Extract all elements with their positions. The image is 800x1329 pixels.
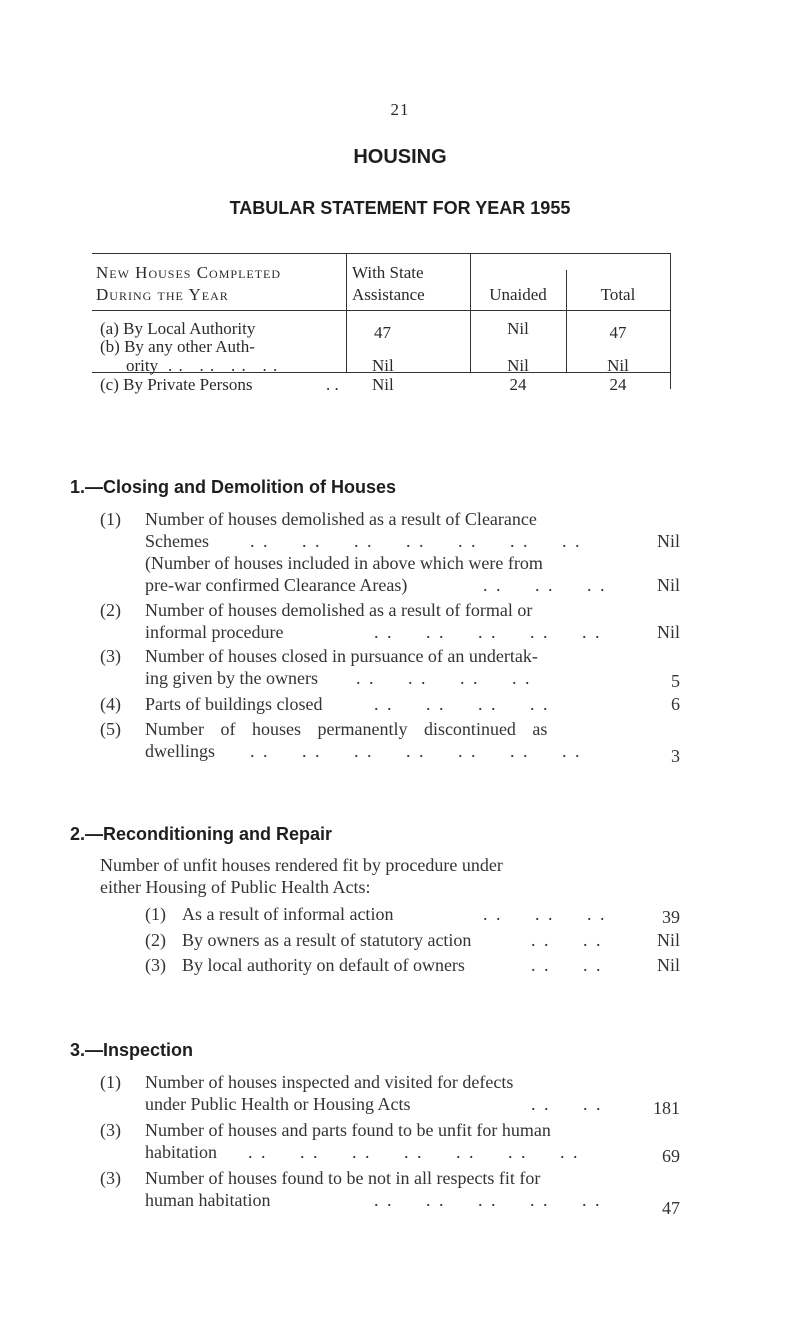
row-a-state: 47 bbox=[374, 323, 391, 342]
s1-note-line1: (Number of houses included in above which were from bbox=[145, 553, 543, 573]
row-a-total: 47 bbox=[609, 323, 627, 342]
s2-item1-num: (1) bbox=[145, 904, 166, 924]
s2-item3-num: (3) bbox=[145, 955, 166, 975]
table-header-rule bbox=[92, 310, 670, 311]
s3-item1-num: (1) bbox=[100, 1072, 121, 1092]
s1-item2-line1: Number of houses demolished as a result of formal or bbox=[145, 600, 533, 620]
row-b-state: Nil bbox=[372, 356, 394, 375]
leader-dots: . . . . . . . . bbox=[374, 694, 550, 714]
leader-dots: . . . . . . bbox=[483, 904, 607, 924]
s1-item5-value: 3 bbox=[671, 746, 680, 766]
leader-dots: . . . . . . . . . . bbox=[374, 622, 602, 642]
leader-dots: . . . . . . bbox=[483, 575, 607, 595]
s2-item3-text: By local authority on default of owners bbox=[182, 955, 465, 975]
s2-item2-num: (2) bbox=[145, 930, 166, 950]
s3-item1-line2: under Public Health or Housing Acts bbox=[145, 1094, 411, 1114]
section2-heading: 2.—Reconditioning and Repair bbox=[70, 824, 333, 844]
s1-item2-line2: informal procedure bbox=[145, 622, 284, 642]
s1-item4-num: (4) bbox=[100, 694, 121, 714]
s3-item3-value: 47 bbox=[662, 1198, 680, 1218]
leader-dots: . . . . . . . . . . . . . . bbox=[248, 1142, 580, 1162]
table-col-divider bbox=[346, 253, 347, 372]
leader-dots: . . . . . . . . bbox=[356, 668, 532, 688]
leader-dots: . . . . bbox=[531, 930, 603, 950]
s1-item5-line1: Number of houses permanently discontinued as bbox=[145, 719, 548, 739]
s1-item3-line2: ing given by the owners bbox=[145, 668, 318, 688]
header-col1-line2: During the Year bbox=[96, 285, 229, 304]
s2-item2-text: By owners as a result of statutory action bbox=[182, 930, 472, 950]
s3-item3-line1: Number of houses found to be not in all respects fit for bbox=[145, 1168, 541, 1188]
s3-item1-value: 181 bbox=[653, 1098, 680, 1118]
s1-item4-value: 6 bbox=[671, 694, 680, 714]
s1-item2-value: Nil bbox=[656, 622, 680, 642]
row-b-label-line1: (b) By any other Auth- bbox=[100, 337, 255, 356]
leader-dots: . . . . . . . . . . . . . . bbox=[250, 531, 582, 551]
row-c-unaided: 24 bbox=[509, 375, 527, 394]
section1-heading: 1.—Closing and Demolition of Houses bbox=[70, 477, 397, 497]
header-col3: Unaided bbox=[489, 285, 547, 304]
leader-dots: . . . . bbox=[531, 955, 603, 975]
header-col2-line2: Assistance bbox=[352, 285, 425, 304]
s1-item5-line2: dwellings bbox=[145, 741, 215, 761]
s1-item3-num: (3) bbox=[100, 646, 121, 666]
s1-item2-num: (2) bbox=[100, 600, 121, 620]
s2-intro-line1: Number of unfit houses rendered fit by procedure under bbox=[100, 855, 503, 875]
s1-item5-num: (5) bbox=[100, 719, 121, 739]
row-c-total: 24 bbox=[609, 375, 627, 394]
table-top-rule bbox=[92, 253, 670, 254]
header-col2-line1: With State bbox=[352, 263, 424, 282]
row-b-total: Nil bbox=[607, 356, 629, 375]
s3-item2-line1: Number of houses and parts found to be unfit for human bbox=[145, 1120, 551, 1140]
table-col-divider bbox=[670, 253, 671, 389]
s1-item4-line1: Parts of buildings closed bbox=[145, 694, 323, 714]
s3-item2-num: (3) bbox=[100, 1120, 121, 1140]
s1-item3-line1: Number of houses closed in pursuance of an undertak- bbox=[145, 646, 538, 666]
row-c-dots: . . bbox=[326, 375, 339, 394]
row-b-dots: . . . . . . . . bbox=[168, 356, 279, 375]
row-a-unaided: Nil bbox=[507, 319, 529, 338]
row-b-unaided: Nil bbox=[507, 356, 529, 375]
s1-note-line2: pre-war confirmed Clearance Areas) bbox=[145, 575, 408, 595]
s1-item1-value: Nil bbox=[656, 531, 680, 551]
s3-item1-line1: Number of houses inspected and visited for defects bbox=[145, 1072, 514, 1092]
header-col4: Total bbox=[600, 285, 636, 304]
s3-item3-num: (3) bbox=[100, 1168, 121, 1188]
row-b-label-line2: ority bbox=[126, 356, 159, 375]
s1-item3-value: 5 bbox=[671, 671, 680, 691]
s3-item2-line2: habitation bbox=[145, 1142, 217, 1162]
s2-intro-line2: either Housing of Public Health Acts: bbox=[100, 877, 371, 897]
leader-dots: . . . . . . . . . . . . . . bbox=[250, 741, 582, 761]
row-c-state: Nil bbox=[372, 375, 394, 394]
s1-item1-num: (1) bbox=[100, 509, 121, 529]
header-col1-line1: New Houses Completed bbox=[96, 263, 282, 282]
s2-item1-value: 39 bbox=[662, 907, 680, 927]
leader-dots: . . . . . . . . . . bbox=[374, 1190, 602, 1210]
row-a-label: (a) By Local Authority bbox=[100, 319, 256, 338]
s1-item1-line1: Number of houses demolished as a result of Clearance bbox=[145, 509, 537, 529]
s1-note-value: Nil bbox=[656, 575, 680, 595]
s3-item2-value: 69 bbox=[662, 1146, 680, 1166]
s1-item1-line2: Schemes bbox=[145, 531, 209, 551]
s2-item3-value: Nil bbox=[656, 955, 680, 975]
section3-heading: 3.—Inspection bbox=[70, 1040, 194, 1060]
page-subtitle: TABULAR STATEMENT FOR YEAR 1955 bbox=[229, 198, 571, 218]
s2-item1-text: As a result of informal action bbox=[182, 904, 394, 924]
page-title: HOUSING bbox=[353, 146, 447, 168]
s2-item2-value: Nil bbox=[656, 930, 680, 950]
row-c-label: (c) By Private Persons bbox=[100, 375, 253, 394]
s3-item3-line2: human habitation bbox=[145, 1190, 271, 1210]
page-number: 21 bbox=[390, 100, 410, 119]
leader-dots: . . . . bbox=[531, 1094, 603, 1114]
